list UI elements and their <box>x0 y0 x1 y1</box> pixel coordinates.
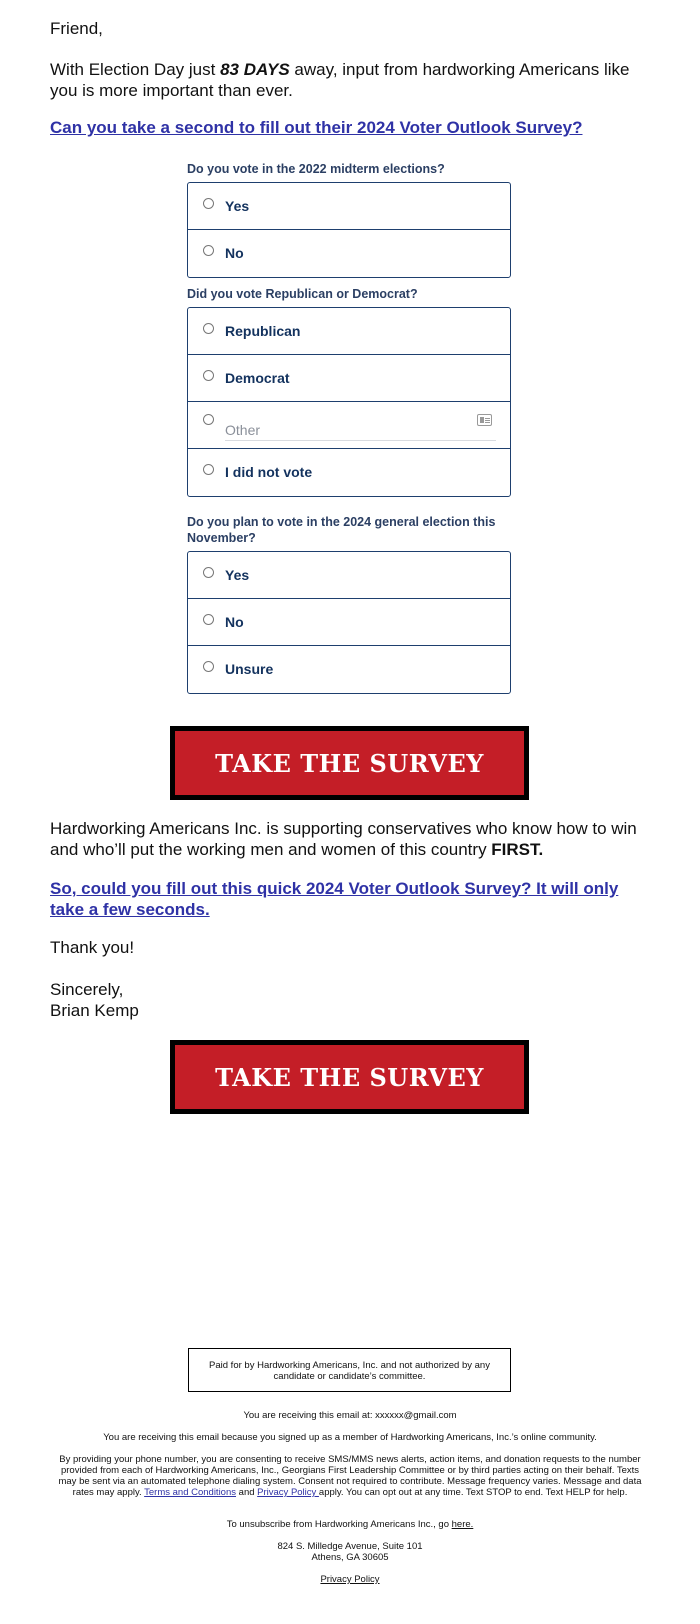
party-options <box>187 307 511 497</box>
contact-card-icon <box>477 414 492 426</box>
radio-icon[interactable] <box>203 198 214 209</box>
radio-icon[interactable] <box>203 370 214 381</box>
party-option-did-not-vote[interactable]: I did not vote <box>188 449 510 496</box>
radio-icon[interactable] <box>203 567 214 578</box>
paid-for-disclaimer: Paid for by Hardworking Americans, Inc. and not authorized by any candidate or candidate’s committee. <box>188 1348 511 1392</box>
address-line-1: 824 S. Milledge Avenue, Suite 101 <box>277 1541 423 1552</box>
other-input-underline <box>225 440 496 441</box>
address-line-2: Athens, GA 30605 <box>311 1552 389 1563</box>
radio-icon[interactable] <box>203 414 214 425</box>
privacy-policy-inline-link[interactable]: Privacy Policy <box>257 1487 319 1498</box>
receiving-email-notice: You are receiving this email at: xxxxxx@gmail.com <box>243 1410 457 1421</box>
midterm-option-yes[interactable]: Yes <box>188 183 510 230</box>
sms-consent-notice: By providing your phone number, you are consenting to receive SMS/MMS news alerts, action items, and donation requests to the number provided from each of Hardworking Americans, Inc., Georgians First Leadership Committee or by third parties acting on their behalf. Texts may be sent via an automated telephone dialing system. Consent not required to contribute. Message frequency varies. Message and data rates may apply. Terms and Conditions and Privacy Policy apply. You can opt out at any time. Text STOP to end. Text HELP for help. <box>58 1454 642 1498</box>
radio-icon[interactable] <box>203 245 214 256</box>
question-party: Did you vote Republican or Democrat? <box>187 287 418 301</box>
first-emphasis: FIRST. <box>491 840 544 859</box>
plan-option-no[interactable]: No <box>188 599 510 646</box>
party-option-republican[interactable]: Republican <box>188 308 510 355</box>
plan-option-yes[interactable]: Yes <box>188 552 510 599</box>
signer-name: Brian Kemp <box>50 1001 139 1020</box>
midterm-option-no[interactable]: No <box>188 230 510 277</box>
other-input[interactable]: Other <box>225 422 261 438</box>
days-count: 83 DAYS <box>220 60 290 79</box>
signup-reason-notice: You are receiving this email because you signed up as a member of Hardworking Americans, Inc.’s online community. <box>103 1432 597 1443</box>
question-midterm: Do you vote in the 2022 midterm elections? <box>187 162 445 176</box>
take-survey-button-top[interactable]: TAKE THE SURVEY <box>170 726 529 800</box>
radio-icon[interactable] <box>203 614 214 625</box>
survey-link-bottom[interactable]: So, could you fill out this quick 2024 Voter Outlook Survey? It will only take a few seconds. <box>50 879 619 919</box>
unsubscribe-notice: To unsubscribe from Hardworking Americans Inc., go here. <box>226 1519 474 1530</box>
radio-icon[interactable] <box>203 464 214 475</box>
party-option-other[interactable] <box>188 402 510 449</box>
intro-paragraph: With Election Day just 83 DAYS away, input from hardworking Americans like you is more important than ever. <box>50 60 630 100</box>
midterm-options <box>187 182 511 278</box>
terms-link[interactable]: Terms and Conditions <box>144 1487 237 1498</box>
radio-icon[interactable] <box>203 661 214 672</box>
supporting-paragraph: Hardworking Americans Inc. is supporting conservatives who know how to win and who’ll put the working men and women of this country FIRST. <box>50 819 637 859</box>
plan-option-unsure[interactable]: Unsure <box>188 646 510 693</box>
survey-link-top[interactable]: Can you take a second to fill out their 2024 Voter Outlook Survey? <box>50 118 583 137</box>
take-survey-button-bottom[interactable]: TAKE THE SURVEY <box>170 1040 529 1114</box>
plan-options <box>187 551 511 694</box>
thanks-text: Thank you! <box>50 938 135 957</box>
signoff-text: Sincerely, <box>50 980 124 999</box>
party-option-democrat[interactable]: Democrat <box>188 355 510 402</box>
radio-icon[interactable] <box>203 323 214 334</box>
greeting: Friend, <box>50 19 103 38</box>
privacy-policy-footer <box>50 1574 650 1585</box>
unsubscribe-link[interactable]: here. <box>451 1519 474 1530</box>
question-2024-plan: Do you plan to vote in the 2024 general election this November? <box>187 515 496 545</box>
privacy-policy-link[interactable]: Privacy Policy <box>320 1574 380 1585</box>
